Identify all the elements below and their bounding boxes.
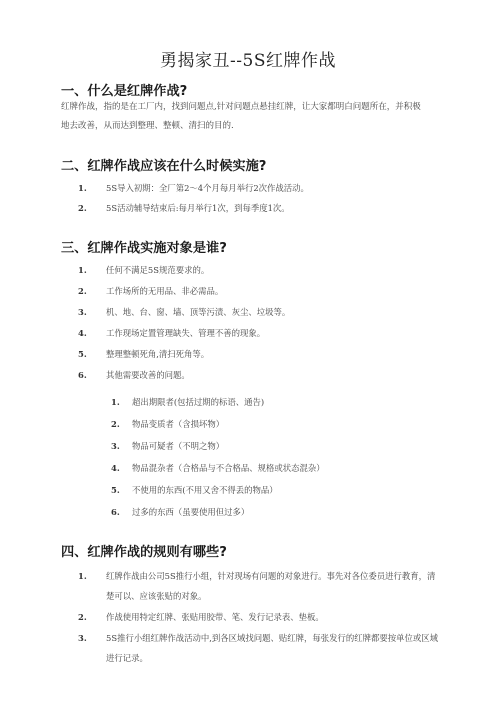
- list-number: 3.: [78, 307, 87, 317]
- list-item: [78, 264, 209, 276]
- section-4-heading: 四、红牌作战的规则有哪些?: [61, 545, 227, 560]
- list-text: 工作场所的无用品、非必需品。: [106, 286, 224, 296]
- list-item: [78, 632, 438, 644]
- list-item: [78, 369, 190, 381]
- section-1-paragraph: [61, 98, 441, 136]
- list-text: 不使用的东西(不用又舍不得丢的物品）: [132, 485, 278, 495]
- list-text: 任何不满足5S规范要求的。: [106, 265, 210, 275]
- list-item: [78, 348, 209, 360]
- list-number: 6.: [111, 507, 120, 517]
- list-number: 4.: [111, 463, 120, 473]
- list-text: 作战使用特定红牌、张贴用胶带、笔、发行记录表、垫板。: [106, 612, 324, 622]
- list-number: 6.: [78, 370, 87, 380]
- section-3-heading: 三、红牌作战实施对象是谁?: [61, 241, 227, 256]
- list-text: 5S导入初期：全厂第2～4个月每月举行2次作战活动。: [106, 183, 309, 193]
- list-item: [78, 570, 435, 582]
- list-number: 5.: [78, 349, 87, 359]
- list-continuation: 楚可以、应该张贴的对象。: [106, 591, 207, 601]
- list-item: [78, 306, 290, 318]
- list-item: [78, 611, 324, 623]
- list-number: 1.: [78, 571, 87, 581]
- list-number: 3.: [78, 633, 87, 643]
- list-text: 物品可疑者（不明之物）: [132, 441, 225, 451]
- list-item: [78, 202, 290, 214]
- list-item: [78, 285, 223, 297]
- sub-list-item: [111, 484, 278, 496]
- document-title: 勇揭家丑--5S红牌作战: [160, 51, 336, 71]
- sub-list-item: [111, 506, 249, 518]
- sub-list-item: [111, 462, 325, 474]
- list-text: 红牌作战由公司5S推行小组，针对现场有问题的对象进行。事先对各位委员进行教育，清: [106, 571, 436, 581]
- paragraph-line: 地去改善，从而达到整理、整顿、清扫的目的.: [61, 121, 234, 131]
- list-number: 1.: [111, 397, 120, 407]
- list-continuation: 进行记录。: [106, 653, 148, 663]
- list-number: 3.: [111, 441, 120, 451]
- list-item: [78, 327, 265, 339]
- list-text: 整理整顿死角,清扫死角等。: [106, 349, 210, 359]
- list-text: 机、地、台、窗、墙、顶等污渍、灰尘、垃圾等。: [106, 307, 291, 317]
- list-item: [78, 182, 309, 194]
- section-2-heading: 二、红牌作战应该在什么时候实施?: [61, 159, 267, 174]
- sub-list-item: [111, 418, 224, 430]
- sub-list-item: [111, 396, 264, 408]
- list-text: 物品混杂者（合格品与不合格品、规格或状态混杂）: [132, 463, 325, 473]
- list-number: 1.: [78, 265, 87, 275]
- list-text: 其他需要改善的问题。: [106, 370, 190, 380]
- list-number: 5.: [111, 485, 120, 495]
- paragraph-line: 红牌作战，指的是在工厂内，找到问题点,针对问题点悬挂红牌，让大家都明白问题所在，并积极: [61, 102, 421, 112]
- list-number: 2.: [78, 612, 87, 622]
- list-number: 1.: [78, 183, 87, 193]
- list-number: 4.: [78, 328, 87, 338]
- list-text: 物品变质者（含损坏物）: [132, 419, 225, 429]
- list-number: 2.: [111, 419, 120, 429]
- list-text: 超出期限者(包括过期的标语、通告): [132, 397, 265, 407]
- list-number: 2.: [78, 203, 87, 213]
- list-text: 5S推行小组红牌作战活动中,到各区域找问题、贴红牌，每张发行的红牌都要按单位或区域: [106, 633, 438, 643]
- section-1-heading: 一、什么是红牌作战?: [61, 84, 188, 99]
- list-text: 5S活动辅导结束后:每月举行1次，到每季度1次。: [106, 203, 290, 213]
- list-number: 2.: [78, 286, 87, 296]
- list-text: 工作现场定置管理缺失、管理不善的现象。: [106, 328, 266, 338]
- list-text: 过多的东西（虽要使用但过多）: [132, 507, 250, 517]
- sub-list-item: [111, 440, 224, 452]
